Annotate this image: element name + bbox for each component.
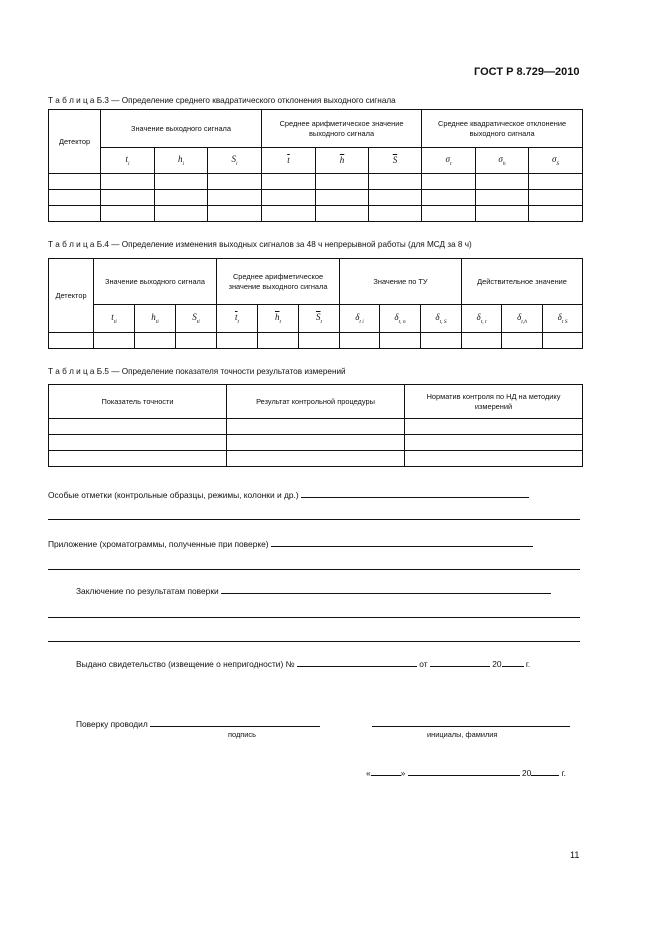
b3-sym-h: $h_i$ — [155, 148, 208, 174]
certificate-year-label: 20 — [492, 659, 502, 669]
appendix-continuation-line[interactable] — [48, 569, 580, 570]
table-row — [49, 451, 583, 467]
b3-sym-t: $t_i$ — [101, 148, 155, 174]
conclusion-continuation-line-1[interactable] — [48, 617, 580, 618]
b3-group1-header: Значение выходного сигнала — [101, 110, 262, 148]
date-day-field[interactable] — [371, 766, 401, 776]
table-row — [49, 419, 583, 435]
b4-group3-header: Значение по ТУ — [340, 259, 462, 305]
notes-continuation-line[interactable] — [48, 519, 580, 520]
verifier-line — [76, 717, 320, 729]
document-id: ГОСТ Р 8.729—2010 — [474, 66, 580, 78]
table-b4-caption-prefix: Т а б л и ц а Б.4 — [48, 240, 109, 249]
table-b4-caption — [48, 240, 472, 249]
certificate-label: Выдано свидетельство (извещение о непригодности) № — [76, 659, 295, 669]
b3-sym-hmean: $\overline{h}$ — [316, 148, 369, 174]
table-b5-caption-text: — Определение показателя точности результатов измерений — [108, 367, 346, 376]
date-year-suffix: г. — [561, 768, 567, 778]
table-row — [49, 190, 583, 206]
b4-sym-tmean: $\overline{t}_t$ — [217, 305, 258, 333]
table-row — [49, 206, 583, 222]
conclusion-field[interactable] — [221, 584, 551, 594]
date-year-label: 20 — [522, 768, 532, 778]
b3-group2-header: Среднее арифметическое значение выходного сигнала — [262, 110, 422, 148]
appendix-label: Приложение (хроматограммы, полученные при поверке) — [48, 539, 269, 549]
b4-sym-delta-1: $\delta_{t i}$ — [340, 305, 380, 333]
table-b5-caption-prefix: Т а б л и ц а Б.5 — [48, 367, 109, 376]
notes-label: Особые отметки (контрольные образцы, режимы, колонки и др.) — [48, 490, 299, 500]
table-row — [49, 174, 583, 190]
b5-col1-header: Показатель точности — [49, 385, 227, 419]
appendix-field[interactable] — [271, 537, 533, 547]
b3-sym-sigma-t: $\sigma_t$ — [422, 148, 476, 174]
signature-caption: подпись — [228, 730, 256, 739]
b3-sym-sigma-h: $\sigma_h$ — [476, 148, 529, 174]
table-b5-caption — [48, 367, 346, 376]
b5-col3-header: Норматив контроля по НД на методику измерений — [405, 385, 583, 419]
b4-sym-s: $S_{ti}$ — [176, 305, 217, 333]
certificate-year-field[interactable] — [502, 657, 524, 667]
table-b4 — [48, 258, 583, 349]
table-b3-caption-prefix: Т а б л и ц а Б.3 — [48, 96, 109, 105]
signature-field[interactable] — [150, 717, 320, 727]
table-b3-caption — [48, 96, 396, 105]
table-b4-caption-text: — Определение изменения выходных сигналов за 48 ч непрерывной работы (для МСД за 8 ч) — [108, 240, 472, 249]
b3-group3-header: Среднее квадратическое отклонение выходного сигнала — [422, 110, 583, 148]
page-number: 11 — [570, 850, 580, 860]
date-close-quote: » — [400, 768, 406, 778]
certificate-date-field[interactable] — [430, 657, 490, 667]
table-b5 — [48, 384, 583, 467]
table-row — [49, 435, 583, 451]
b4-sym-hmean: $\overline{h}_t$ — [258, 305, 299, 333]
certificate-year-suffix: г. — [525, 659, 531, 669]
b4-sym-delta-4: $\delta_{t, t}$ — [462, 305, 502, 333]
b3-sym-sigma-s: $\sigma_S$ — [529, 148, 583, 174]
name-field[interactable] — [372, 726, 570, 727]
notes-line — [48, 488, 529, 500]
date-month-field[interactable] — [408, 766, 520, 776]
b4-group2-header: Среднее арифметическое значение выходного сигнала — [217, 259, 340, 305]
conclusion-continuation-line-2[interactable] — [48, 641, 580, 642]
date-year-field[interactable] — [531, 766, 559, 776]
b4-sym-delta-3: $\delta_{t, S}$ — [421, 305, 462, 333]
table-b3-caption-text: — Определение среднего квадратического отклонения выходного сигнала — [108, 96, 396, 105]
certificate-number-field[interactable] — [297, 657, 417, 667]
appendix-line — [48, 537, 533, 549]
date-open-quote: « — [366, 768, 371, 778]
table-row — [49, 333, 583, 349]
b4-sym-delta-5: $\delta_{t,h}$ — [502, 305, 543, 333]
notes-field[interactable] — [301, 488, 529, 498]
b3-sym-s: $S_i$ — [208, 148, 262, 174]
conclusion-label: Заключение по результатам поверки — [76, 586, 219, 596]
b4-sym-smean: $\overline{S}_t$ — [299, 305, 340, 333]
verifier-label: Поверку проводил — [76, 719, 148, 729]
b4-sym-delta-6: $\delta_{t S}$ — [543, 305, 583, 333]
b4-group1-header: Значение выходного сигнала — [94, 259, 217, 305]
name-caption: инициалы, фамилия — [427, 730, 498, 739]
conclusion-line — [76, 584, 551, 596]
table-b3 — [48, 109, 583, 222]
b4-sym-h: $h_{ti}$ — [135, 305, 176, 333]
b4-group4-header: Действительное значение — [462, 259, 583, 305]
b4-sym-delta-2: $\delta_{t, n}$ — [380, 305, 421, 333]
b3-sym-smean: $\overline{S}$ — [369, 148, 422, 174]
b3-sym-tmean: $\overline{t}$ — [262, 148, 316, 174]
certificate-line — [76, 657, 530, 669]
b5-col2-header: Результат контрольной процедуры — [227, 385, 405, 419]
certificate-from-label: от — [419, 659, 428, 669]
b3-detector-header: Детектор — [49, 110, 101, 174]
b4-detector-header: Детектор — [49, 259, 94, 333]
date-line — [366, 766, 566, 778]
b4-sym-t: $t_{ti}$ — [94, 305, 135, 333]
